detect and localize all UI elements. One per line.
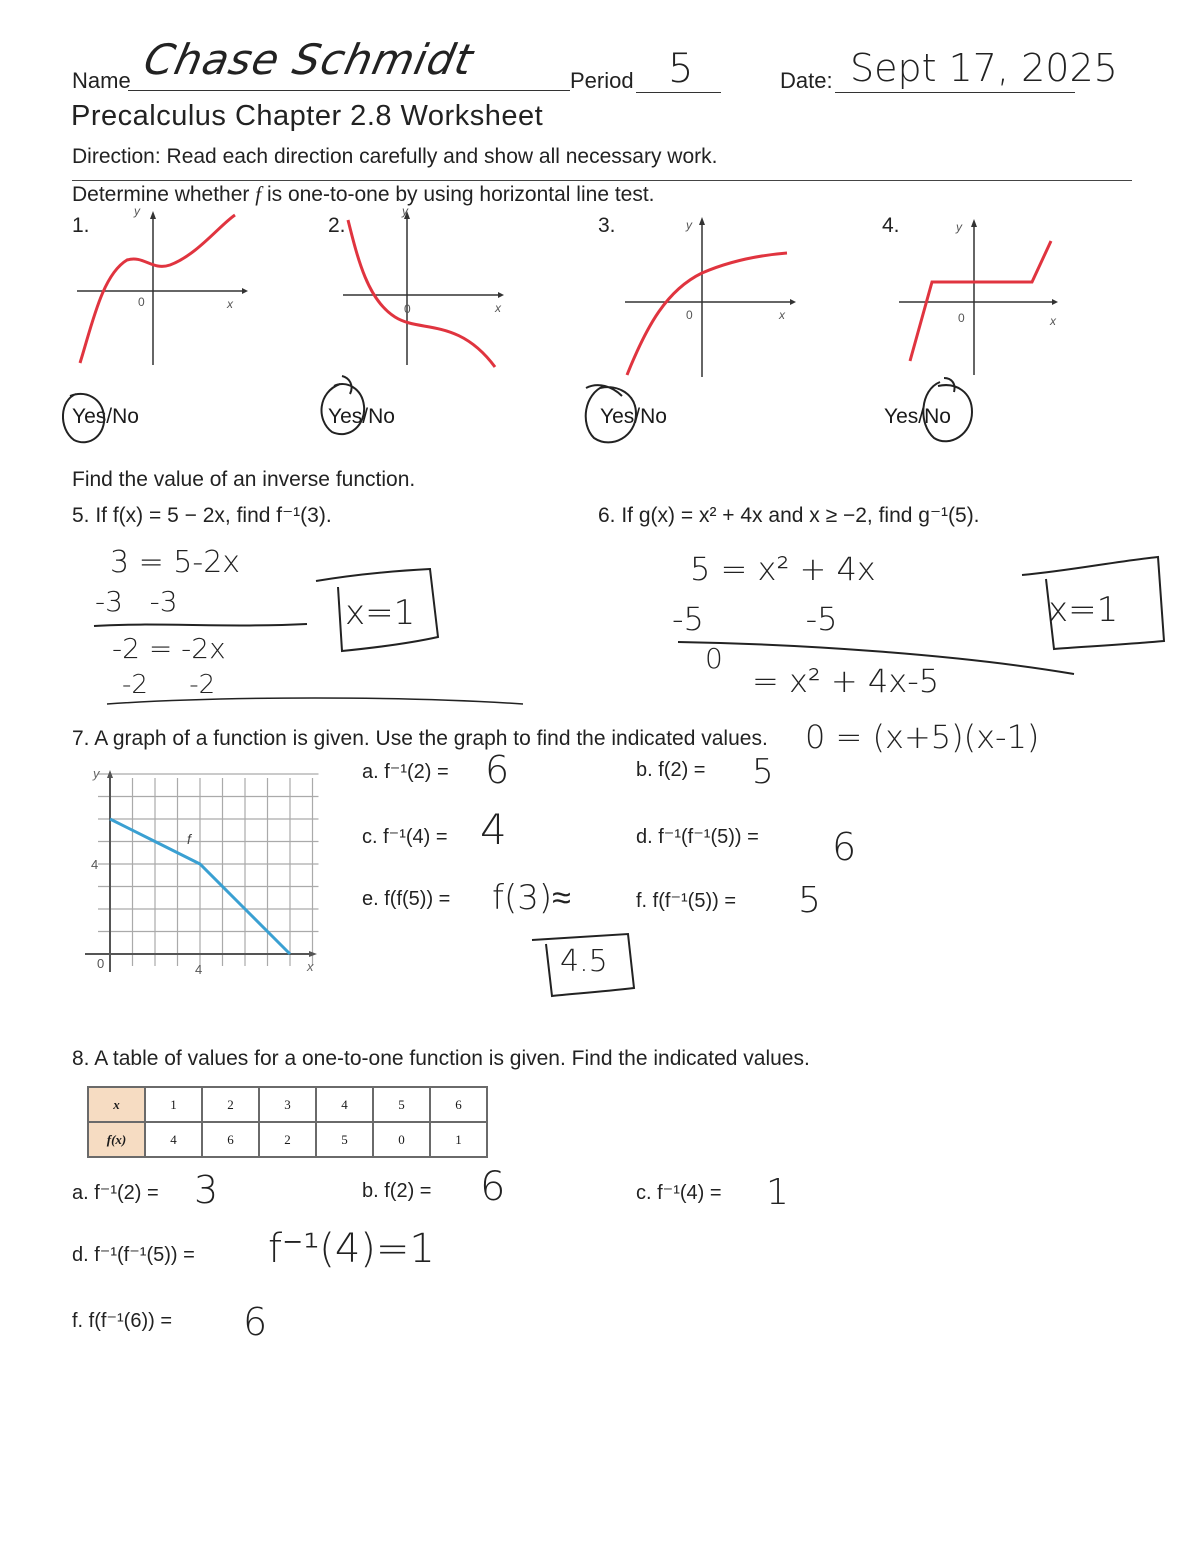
graph3-circle-mark xyxy=(578,380,650,450)
table-cell: 5 xyxy=(316,1122,373,1157)
graph3-plot xyxy=(622,205,802,375)
q5-bottom-line xyxy=(105,692,525,708)
q7a-answer[interactable]: 6 xyxy=(485,748,510,792)
graph1-plot xyxy=(72,205,252,365)
q7e-label: e. f(f(5)) = xyxy=(362,888,451,910)
q7-y-label: y xyxy=(93,766,100,781)
q8b-answer[interactable]: 6 xyxy=(480,1164,506,1210)
q5-answer[interactable]: x=1 xyxy=(345,593,416,633)
graph4-curve xyxy=(910,241,1051,361)
date-label: Date: xyxy=(780,68,833,93)
period-line xyxy=(636,92,721,93)
graph1-choice[interactable]: Yes/No xyxy=(72,405,139,428)
graph1-number: 1. xyxy=(72,214,90,237)
table-cell: 0 xyxy=(373,1122,430,1157)
graph2-plot xyxy=(340,205,520,365)
graph4-origin: 0 xyxy=(958,311,965,325)
q8a-label: a. f⁻¹(2) = xyxy=(72,1182,159,1204)
q8c-label: c. f⁻¹(4) = xyxy=(636,1182,722,1204)
q7-origin: 0 xyxy=(97,956,105,971)
table-cell: 6 xyxy=(430,1087,487,1122)
worksheet-title: Precalculus Chapter 2.8 Worksheet xyxy=(71,100,544,132)
graph1-origin: 0 xyxy=(138,295,145,309)
question-5: 5. If f(x) = 5 − 2x, find f⁻¹(3). xyxy=(72,504,332,527)
graph1-curve xyxy=(80,215,235,363)
q6-work-line4[interactable]: = x² + 4x-5 xyxy=(752,662,940,700)
table-header-x: x xyxy=(88,1087,145,1122)
name-line xyxy=(128,90,570,91)
graph3-x-label: x xyxy=(779,308,785,322)
graph1-x-label: x xyxy=(227,297,233,311)
name-label: Name xyxy=(72,68,131,93)
divider-line xyxy=(72,180,1132,181)
q6-work-line5[interactable]: 0 = (x+5)(x-1) xyxy=(805,718,1040,756)
table-cell: 1 xyxy=(430,1122,487,1157)
q5-work-line1[interactable]: 3 = 5-2x xyxy=(110,545,241,580)
table-cell: 6 xyxy=(202,1122,259,1157)
q5-underline xyxy=(92,620,312,630)
name-signature[interactable]: Chase Schmidt xyxy=(139,35,479,84)
q7a-label: a. f⁻¹(2) = xyxy=(362,761,449,783)
graph3-curve xyxy=(627,253,787,375)
q8a-answer[interactable]: 3 xyxy=(194,1168,219,1212)
q7-grid xyxy=(98,774,319,966)
q8-table xyxy=(87,1086,488,1158)
table-cell: 5 xyxy=(373,1087,430,1122)
date-line xyxy=(835,92,1075,93)
q5-work-line2[interactable]: -3 -3 xyxy=(95,585,178,618)
graph2-x-label: x xyxy=(495,301,501,315)
graph3-y-label: y xyxy=(686,218,692,232)
q8d-label: d. f⁻¹(f⁻¹(5)) = xyxy=(72,1244,195,1266)
graph2-circle-mark xyxy=(310,374,374,438)
graph4-circle-mark xyxy=(910,376,980,448)
question-7: 7. A graph of a function is given. Use the graph to find the indicated values. xyxy=(72,727,768,750)
graph1-y-label: y xyxy=(134,204,140,218)
graph3-number: 3. xyxy=(598,214,616,237)
q7-x-label: x xyxy=(307,959,314,974)
q7e-boxed-value[interactable]: 4.5 xyxy=(560,944,608,979)
q7f-answer[interactable]: 5 xyxy=(798,880,821,921)
graph4-choice[interactable]: Yes/No xyxy=(884,405,951,428)
graph2-curve xyxy=(348,220,495,367)
graph4-y-label: y xyxy=(956,220,962,234)
q7f-label: f. f(f⁻¹(5)) = xyxy=(636,890,736,912)
q6-work-line1[interactable]: 5 = x² + 4x xyxy=(690,550,876,588)
period-value[interactable]: 5 xyxy=(668,46,694,92)
section2-instruction: Find the value of an inverse function. xyxy=(72,468,416,491)
q7-graph xyxy=(85,768,325,978)
q8f-label: f. f(f⁻¹(6)) = xyxy=(72,1310,172,1332)
q8c-answer[interactable]: 1 xyxy=(766,1172,789,1213)
table-row xyxy=(88,1087,487,1122)
q7d-label: d. f⁻¹(f⁻¹(5)) = xyxy=(636,826,759,848)
q7c-answer[interactable]: 4 xyxy=(480,805,507,854)
table-cell: 2 xyxy=(259,1122,316,1157)
q8f-answer[interactable]: 6 xyxy=(243,1300,268,1344)
graph2-choice[interactable]: Yes/No xyxy=(328,405,395,428)
question-6: 6. If g(x) = x² + 4x and x ≥ −2, find g⁻¹(5). xyxy=(598,504,980,527)
section1-instruction: Determine whether f is one-to-one by using horizontal line test. xyxy=(72,182,655,206)
q7e-answer[interactable]: f(3)≈ xyxy=(492,878,571,918)
q7b-label: b. f(2) = xyxy=(636,759,706,781)
q7c-label: c. f⁻¹(4) = xyxy=(362,826,448,848)
graph3-choice[interactable]: Yes/No xyxy=(600,405,667,428)
q5-work-line4[interactable]: -2 -2 xyxy=(122,670,216,700)
q6-answer[interactable]: x=1 xyxy=(1048,590,1119,630)
directions-text: Direction: Read each direction carefully and show all necessary work. xyxy=(72,145,718,168)
q6-work-line2[interactable]: -5 -5 xyxy=(672,600,838,638)
table-header-fx: f(x) xyxy=(88,1122,145,1157)
table-cell: 4 xyxy=(316,1087,373,1122)
period-label: Period xyxy=(570,68,634,93)
q5-work-line3[interactable]: -2 = -2x xyxy=(112,632,226,665)
table-cell: 2 xyxy=(202,1087,259,1122)
q7b-answer[interactable]: 5 xyxy=(752,752,774,792)
graph4-number: 4. xyxy=(882,214,900,237)
q6-work-line3[interactable]: 0 xyxy=(705,642,723,675)
graph4-x-label: x xyxy=(1050,314,1056,328)
graph2-origin: 0 xyxy=(404,302,411,316)
q7-tick-y-4: 4 xyxy=(91,857,99,872)
graph3-origin: 0 xyxy=(686,308,693,322)
table-cell: 4 xyxy=(145,1122,202,1157)
question-8: 8. A table of values for a one-to-one function is given. Find the indicated values. xyxy=(72,1047,810,1070)
q7d-answer[interactable]: 6 xyxy=(832,825,857,869)
graph4-plot xyxy=(896,205,1076,375)
graph2-y-label: y xyxy=(402,204,408,218)
q7-tick-x-4: 4 xyxy=(195,962,203,977)
table-cell: 3 xyxy=(259,1087,316,1122)
graph1-circle-mark xyxy=(56,388,116,448)
q8b-label: b. f(2) = xyxy=(362,1180,432,1202)
q8d-answer[interactable]: f⁻¹(4)=1 xyxy=(268,1226,435,1272)
date-value[interactable]: Sept 17, 2025 xyxy=(850,46,1118,90)
graph2-number: 2. xyxy=(328,214,346,237)
table-row xyxy=(88,1122,487,1157)
table-cell: 1 xyxy=(145,1087,202,1122)
q7-f-label: f xyxy=(187,831,191,847)
